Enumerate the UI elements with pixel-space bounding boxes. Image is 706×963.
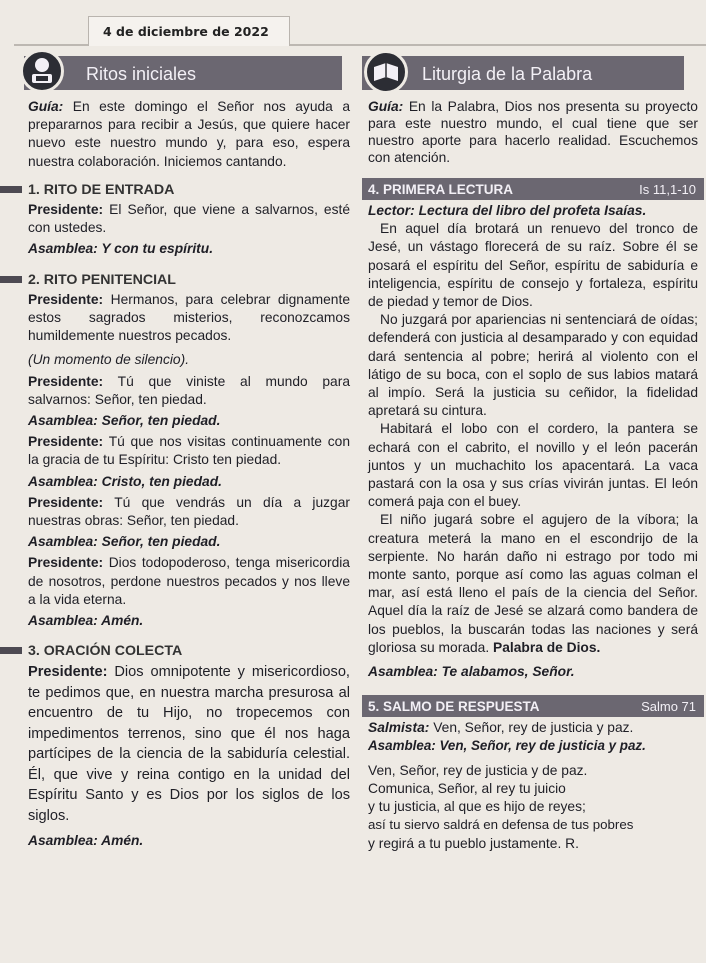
lectura-paragraph-1: En aquel día brotará un renuevo del tronco de Jesé, un vástago florecerá de su raíz. Sobre él se posará el espíritu del Señor, espíritu de sabiduría e inteligencia, espíritu de consejo y fortaleza, espíritu de piedad y temor de Dios.	[368, 221, 698, 310]
lectura-paragraph-3: Habitará el lobo con el cordero, la pantera se echará con el cabrito, el novillo y el león pacerán juntos y un muchachito los apacentará. La vaca pastará con la osa y sus crías vivirán juntas. El león comerá paja con el buey.	[368, 421, 698, 510]
salmo-title: 5. SALMO DE RESPUESTA	[368, 699, 540, 715]
heading-bar	[0, 647, 22, 654]
heading-text: 3. ORACIÓN COLECTA	[28, 643, 183, 660]
section-title-ritos: Ritos iniciales	[86, 64, 197, 84]
salmista-label: Salmista:	[368, 720, 430, 736]
salmo-line-3: y tu justicia, al que es hijo de reyes;	[368, 799, 586, 815]
presidente-colecta	[28, 662, 350, 826]
salmista-text: Ven, Señor, rey de justicia y paz.	[433, 720, 634, 736]
primera-lectura-title: 4. PRIMERA LECTURA	[368, 182, 514, 197]
presidente-entrada	[28, 201, 350, 237]
heading-bar	[0, 276, 22, 283]
lectura-paragraph-2: No juzgará por apariencias ni sentenciará de oídas; defenderá con justicia al desamparado y con equidad dará sentencia al pobre; herirá al violento con el látigo de su boca, con el soplo de sus labios matará al impío. Será la justicia su ceñidor, la fidelidad apretará su cintura.	[368, 312, 698, 419]
presidente-penitencial-5	[28, 554, 350, 609]
presidente-penitencial-3	[28, 433, 350, 469]
asamblea-penitencial-5: Asamblea: Amén.	[28, 613, 144, 629]
salmo-ref: Salmo 71	[641, 699, 696, 715]
presidente-label: Presidente:	[28, 291, 104, 307]
reader-icon	[20, 49, 64, 93]
salmo-line-1: Ven, Señor, rey de justicia y de paz.	[368, 762, 588, 778]
presidente-text: Tú que vendrás un día a juzgar nuestras obras: Señor, ten piedad.	[28, 494, 350, 529]
section-header-liturgia-palabra	[362, 56, 684, 90]
heading-bar	[0, 186, 22, 193]
presidente-label: Presidente:	[28, 202, 104, 218]
lector-intro: Lector: Lectura del libro del profeta Isaías.	[368, 203, 647, 218]
section-title-liturgia: Liturgia de la Palabra	[422, 64, 593, 84]
salmo-line-2: Comunica, Señor, al rey tu juicio	[368, 780, 566, 796]
right-column	[368, 98, 698, 853]
asamblea-penitencial-4: Asamblea: Señor, ten piedad.	[28, 534, 221, 550]
primera-lectura-header	[362, 178, 704, 200]
presidente-label: Presidente:	[28, 494, 104, 510]
heading-text: 2. RITO PENITENCIAL	[28, 271, 176, 288]
date-tab	[88, 16, 290, 46]
heading-rito-entrada	[28, 181, 350, 199]
guia-paragraph-right	[368, 98, 698, 166]
presidente-text: Tú que viniste al mundo para salvarnos: Señor, ten piedad.	[28, 373, 350, 407]
salmo-line-5: y regirá a tu pueblo justamente. R.	[368, 835, 579, 851]
guia-label: Guía:	[28, 99, 64, 114]
asamblea-lectura: Asamblea: Te alabamos, Señor.	[368, 664, 575, 680]
asamblea-penitencial-3: Asamblea: Cristo, ten piedad.	[28, 473, 222, 489]
presidente-label: Presidente:	[28, 434, 104, 450]
presidente-text: El Señor, que viene a salvarnos, esté con ustedes.	[28, 202, 350, 236]
guia-text: En este domingo el Señor nos ayuda a prepararnos para recibir a Jesús, que quiere hacer nuevo este nuestro mundo y, para eso, espera nuestra colaboración. Iniciemos cantando.	[28, 99, 350, 169]
silencio-note: (Un momento de silencio).	[28, 352, 190, 368]
presidente-text: Dios todopoderoso, tenga misericordia de nosotros, perdone nuestros pecados y nos lleve a la vida eterna.	[28, 555, 350, 607]
presidente-penitencial-4	[28, 494, 350, 530]
guia-text: En la Palabra, Dios nos presenta su proyecto para este nuestro mundo, el cual tiene que ser nuestro aporte para hacerlo realidad. Escuchemos con atención.	[368, 99, 698, 165]
section-header-ritos-iniciales	[24, 56, 342, 90]
asamblea-colecta: Asamblea: Amén.	[28, 833, 144, 849]
lectura-paragraph-4-text: El niño jugará sobre el agujero de la víbora; la creatura meterá la mano en el escondrijo de la serpiente. No harán daño ni estrago por todo mi monte santo, porque así como las aguas colman el mar, así está lleno el país de la ciencia del Señor. Aquel día la raíz de Jesé se alzará como bandera de los pueblos, la buscarán todas las naciones y será gloriosa su morada.	[368, 512, 698, 655]
asamblea-penitencial-2: Asamblea: Señor, ten piedad.	[28, 413, 221, 429]
palabra-de-dios: Palabra de Dios.	[493, 639, 601, 655]
bible-icon	[364, 50, 408, 94]
date-text: 4 de diciembre de 2022	[103, 24, 269, 39]
heading-oracion-colecta	[28, 642, 350, 660]
salmista-line	[368, 719, 698, 737]
lectura-paragraph-4	[368, 511, 698, 657]
guia-label: Guía:	[368, 99, 404, 114]
heading-rito-penitencial	[28, 271, 350, 289]
asamblea-entrada: Asamblea: Y con tu espíritu.	[28, 241, 214, 257]
salmo-line-4: así tu siervo saldrá en defensa de tus pobres	[368, 817, 634, 833]
presidente-label: Presidente:	[28, 664, 108, 681]
presidente-text: Tú que nos visitas continuamente con la gracia de tu Espíritu: Cristo ten piedad.	[28, 434, 350, 468]
presidente-label: Presidente:	[28, 555, 104, 571]
presidente-penitencial-2	[28, 373, 350, 409]
guia-paragraph	[28, 98, 350, 171]
presidente-penitencial-1	[28, 291, 350, 346]
heading-text: 1. RITO DE ENTRADA	[28, 181, 175, 198]
left-column	[28, 98, 350, 851]
asamblea-salmo: Asamblea: Ven, Señor, rey de justicia y paz.	[368, 738, 646, 754]
presidente-label: Presidente:	[28, 373, 104, 389]
salmo-header	[362, 695, 704, 717]
primera-lectura-ref: Is 11,1-10	[639, 182, 696, 197]
presidente-text: Dios omnipotente y misericordioso, te pedimos que, en nuestra marcha presurosa al encuentro de tu Hijo, no tropecemos con impedimentos terrenos, sino que él nos haga partícipes de la ciencia de la sabiduría celestial. Él, que vive y reina contigo en la unidad del Espíritu Santo y es Dios por los siglos de los siglos.	[28, 664, 350, 824]
presidente-text: Hermanos, para celebrar dignamente estos sagrados misterios, reconozcamos humildemente nuestros pecados.	[28, 291, 350, 344]
